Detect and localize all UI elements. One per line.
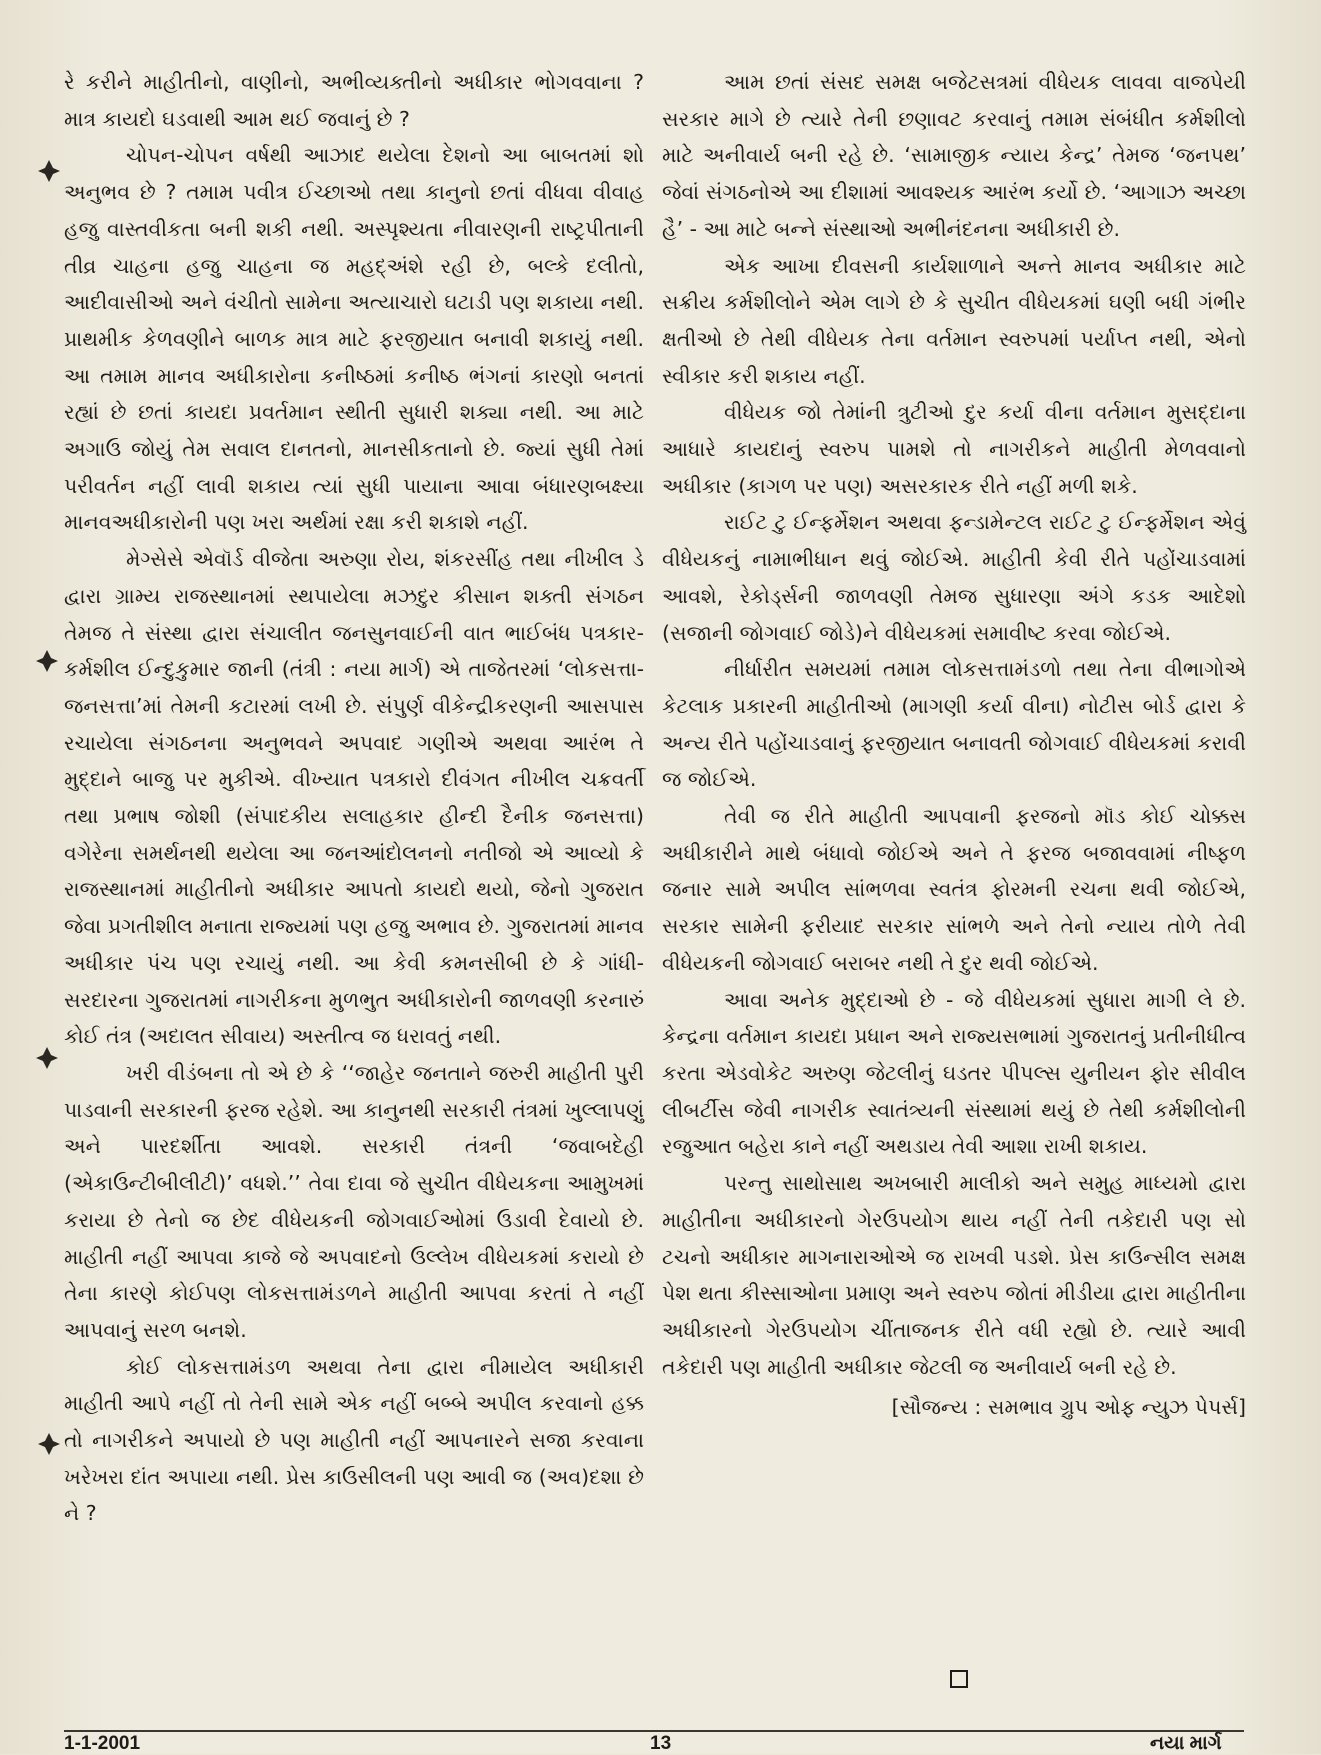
paragraph: મેગ્સેસે એવૉર્ડ વીજેતા અરુણા રોય, શંકરસીંહ તથા નીખીલ ડે દ્વારા ગ્રામ્ય રાજસ્થાનમાં સ્થપાયેલા મઝદુર કીસાન શક્તી સંગઠન તેમજ તે સંસ્થા દ્વારા સંચાલીત જનસુનવાઈની વાત ભાઈબંધ પત્રકાર-કર્મશીલ ઈન્દુકુમાર જાની (તંત્રી : નયા માર્ગ) એ તાજેતરમાં ‘લોકસત્તા-જનસત્તા’માં તેમની કટારમાં લખી છે. સંપુર્ણ વીકેન્દ્રીકરણની આસપાસ રચાયેલા સંગઠનના અનુભવને અપવાદ ગણીએ અથવા આરંભ તે મુદ્દાને બાજુ પર મુકીએ. વીખ્યાત પત્રકારો દીવંગત નીખીલ ચક્રવર્તી તથા પ્રભાષ જોશી (સંપાદકીય સલાહકાર હીન્દી દૈનીક જનસત્તા) વગેરેના સમર્થનથી થયેલા આ જનઆંદોલનનો નતીજો એ આવ્યો કે રાજસ્થાનમાં માહીતીનો અધીકાર આપતો કાયદો થયો, જેનો ગુજરાત જેવા પ્રગતીશીલ મનાતા રાજ્યમાં પણ હજુ અભાવ છે. ગુજરાતમાં માનવ અધીકાર પંચ પણ રચાયું નથી. આ કેવી કમનસીબી છે કે ગાંધી-સરદારના ગુજરાતમાં નાગરીકના મુળભુત અધીકારોની જાળવણી કરનારું કોઈ તંત્ર (અદાલત સીવાય) અસ્તીત્વ જ ધરાવતું નથી. xyxy=(64,547,644,1049)
punch-hole-mark xyxy=(38,1433,60,1455)
source-credit: [સૌજન્ય : સમભાવ ગ્રુપ ઓફ ન્યુઝ પેપર્સ] xyxy=(891,1395,1246,1420)
page-number: 13 xyxy=(650,1733,672,1754)
footer-date: 1-1-2001 xyxy=(64,1733,141,1754)
footer-rule xyxy=(64,1730,1244,1732)
paragraph: નીર્ધારીત સમયમાં તમામ લોકસત્તામંડળો તથા તેના વીભાગોએ કેટલાક પ્રકારની માહીતીઓ (માગણી કર્યા વીના) નોટીસ બોર્ડ દ્વારા કે અન્ય રીતે પહોંચાડવાનું ફરજીયાત બનાવતી જોગવાઈ વીધેયકમાં કરાવી જ જોઈએ. xyxy=(662,657,1246,792)
paragraph: ખરી વીડંબના તો એ છે કે ‘‘જાહેર જનતાને જરુરી માહીતી પુરી પાડવાની સરકારની ફરજ રહેશે. આ કાનુનથી સરકારી તંત્રમાં ખુલ્લાપણું અને પારદર્શીતા આવશે. સરકારી તંત્રની ‘જવાબદેહી (એકાઉન્ટીબીલીટી)’ વધશે.’’ તેવા દાવા જે સુચીત વીધેયકના આમુખમાં કરાયા છે તેનો જ છેદ વીધેયકની જોગવાઈઓમાં ઉડાવી દેવાયો છે. માહીતી નહીં આપવા કાજે જે અપવાદનો ઉલ્લેખ વીધેયકમાં કરાયો છે તેના કારણે કોઈપણ લોકસત્તામંડળને માહીતી આપવા કરતાં તે નહીં આપવાનું સરળ બનશે. xyxy=(64,1060,644,1342)
paragraph: એક આખા દીવસની કાર્યશાળાને અન્તે માનવ અધીકાર માટે સક્રીય કર્મશીલોને એમ લાગે છે કે સુચીત વીધેયકમાં ઘણી બધી ગંભીર ક્ષતીઓ છે તેથી વીધેયક તેના વર્તમાન સ્વરુપમાં પર્યાપ્ત નથી, એનો સ્વીકાર કરી શકાય નહીં. xyxy=(662,253,1246,388)
left-column xyxy=(64,64,644,1532)
paragraph: આવા અનેક મુદ્દાઓ છે - જે વીધેયકમાં સુધારા માગી લે છે. કેન્દ્રના વર્તમાન કાયદા પ્રધાન અને રાજ્યસભામાં ગુજરાતનું પ્રતીનીધીત્વ કરતા એડવોકેટ અરુણ જેટલીનું ઘડતર પીપલ્સ યુનીયન ફોર સીવીલ લીબર્ટીસ જેવી નાગરીક સ્વાતંત્ર્યની સંસ્થામાં થયું છે તેથી કર્મશીલોની રજુઆત બહેરા કાને નહીં અથડાય તેવી આશા રાખી શકાય. xyxy=(662,987,1246,1159)
paragraph: રે કરીને માહીતીનો, વાણીનો, અભીવ્યક્તીનો અધીકાર ભોગવવાના ? માત્ર કાયદો ઘડવાથી આમ થઈ જવાનું છે ? xyxy=(64,70,644,131)
paragraph: આમ છતાં સંસદ સમક્ષ બજેટસત્રમાં વીધેયક લાવવા વાજપેયી સરકાર માગે છે ત્યારે તેની છણાવટ કરવાનું તમામ સંબંધીત કર્મશીલો માટે અનીવાર્ય બની રહે છે. ‘સામાજીક ન્યાય કેન્દ્ર’ તેમજ ‘જનપથ’ જેવાં સંગઠનોએ આ દીશામાં આવશ્યક આરંભ કર્યો છે. ‘આગાઝ અચ્છા હૈ’ - આ માટે બન્ને સંસ્થાઓ અભીનંદનના અધીકારી છે. xyxy=(662,70,1246,241)
right-column xyxy=(662,64,1246,1426)
paragraph: રાઈટ ટુ ઈન્ફર્મેશન અથવા ફન્ડામેન્ટલ રાઈટ ટુ ઈન્ફર્મેશન એવું વીધેયકનું નામાભીધાન થવું જોઈએ. માહીતી કેવી રીતે પહોંચાડવામાં આવશે, રેકોર્ડ્સની જાળવણી તેમજ સુધારણા અંગે કડક આદેશો (સજાની જોગવાઈ જોડે)ને વીધેયકમાં સમાવીષ્ટ કરવા જોઈએ. xyxy=(662,510,1246,645)
punch-hole-mark xyxy=(38,160,60,182)
magazine-name: નયા માર્ગ xyxy=(1150,1733,1222,1754)
punch-hole-mark xyxy=(36,650,58,672)
paragraph: વીધેયક જો તેમાંની ત્રુટીઓ દુર કર્યા વીના વર્તમાન મુસદ્દાના આધારે કાયદાનું સ્વરુપ પામશે તો નાગરીકને માહીતી મેળવવાનો અધીકાર (કાગળ પર પણ) અસરકારક રીતે નહીં મળી શકે. xyxy=(662,400,1246,498)
end-of-article-box xyxy=(950,1670,968,1688)
paragraph: પરન્તુ સાથોસાથ અખબારી માલીકો અને સમુહ માધ્યમો દ્વારા માહીતીના અધીકારનો ગેરઉપયોગ થાય નહીં તેની તકેદારી પણ સો ટચનો અધીકાર માગનારાઓએ જ રાખવી પડશે. પ્રેસ કાઉન્સીલ સમક્ષ પેશ થતા કીસ્સાઓના પ્રમાણ અને સ્વરુપ જોતાં મીડીયા દ્વારા માહીતીના અધીકારનો ગેરઉપયોગ ચીંતાજનક રીતે વધી રહ્યો છે. ત્યારે આવી તકેદારી પણ માહીતી અધીકાર જેટલી જ અનીવાર્ય બની રહે છે. xyxy=(662,1171,1246,1379)
paragraph: કોઈ લોકસત્તામંડળ અથવા તેના દ્વારા નીમાયેલ અધીકારી માહીતી આપે નહીં તો તેની સામે એક નહીં બબ્બે અપીલ કરવાનો હક્ક તો નાગરીકને અપાયો છે પણ માહીતી નહીં આપનારને સજા કરવાના ખરેખરા દાંત અપાયા નથી. પ્રેસ કાઉસીલની પણ આવી જ (અવ)દશા છે ને ? xyxy=(64,1354,644,1526)
paragraph: તેવી જ રીતે માહીતી આપવાની ફરજનો મૉડ કોઈ ચોક્કસ અધીકારીને માથે બંધાવો જોઈએ અને તે ફરજ બજાવવામાં નીષ્ફળ જનાર સામે અપીલ સાંભળવા સ્વતંત્ર ફોરમની રચના થવી જોઈએ, સરકાર સામેની ફરીયાદ સરકાર સાંભળે અને તેનો ન્યાય તોળે તેવી વીધેયકની જોગવાઈ બરાબર નથી તે દુર થવી જોઈએ. xyxy=(662,804,1246,975)
punch-hole-mark xyxy=(36,1047,58,1069)
paragraph: ચોપન-ચોપન વર્ષથી આઝાદ થયેલા દેશનો આ બાબતમાં શો અનુભવ છે ? તમામ પવીત્ર ઈચ્છાઓ તથા કાનુનો છતાં વીધવા વીવાહ હજુ વાસ્તવીકતા બની શકી નથી. અસ્પૃશ્યતા નીવારણની રાષ્ટ્રપીતાની તીવ્ર ચાહના હજુ ચાહના જ મહદ્અંશે રહી છે, બલ્કે દલીતો, આદીવાસીઓ અને વંચીતો સામેના અત્યાચારો ઘટાડી પણ શકાયા નથી. પ્રાથમીક કેળવણીને બાળક માત્ર માટે ફરજીયાત બનાવી શકાયું નથી. આ તમામ માનવ અધીકારોના કનીષ્ઠમાં કનીષ્ઠ ભંગનાં કારણો બનતાં રહ્યાં છે છતાં કાયદા પ્રવર્તમાન સ્થીતી સુધારી શક્યા નથી. આ માટે અગાઉ જોયું તેમ સવાલ દાનતનો, માનસીકતાનો છે. જ્યાં સુધી તેમાં પરીવર્તન નહીં લાવી શકાય ત્યાં સુધી પાયાના આવા બંધારણબક્ષ્યા માનવઅધીકારોની પણ ખરા અર્થમાં રક્ષા કરી શકાશે નહીં. xyxy=(64,143,644,535)
